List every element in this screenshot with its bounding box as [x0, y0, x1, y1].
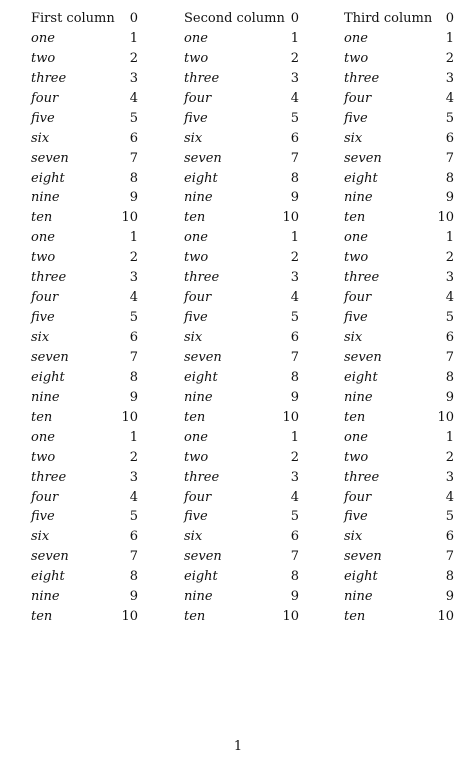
- list-item-value: 7: [290, 349, 299, 365]
- list-item-label: three: [184, 469, 220, 485]
- list-item-label: two: [31, 250, 56, 266]
- list-item: [184, 547, 299, 567]
- list-item-label: five: [31, 110, 55, 126]
- list-item: [31, 567, 138, 587]
- list-item-value: 6: [129, 330, 138, 345]
- list-item: [31, 69, 138, 89]
- list-item-label: ten: [344, 609, 366, 625]
- page-number: 1: [233, 739, 243, 754]
- list-item-label: seven: [31, 549, 69, 565]
- list-item-label: three: [31, 70, 67, 86]
- list-item: [344, 149, 454, 169]
- list-item: [184, 89, 299, 109]
- list-item-value: 6: [445, 529, 454, 545]
- list-item: [31, 488, 138, 508]
- list-item-label: one: [344, 30, 368, 46]
- list-item-value: 9: [445, 190, 454, 206]
- list-item-label: four: [184, 489, 212, 505]
- list-item-value: 10: [282, 210, 299, 226]
- list-item: [184, 527, 299, 547]
- column-header-value: 0: [129, 11, 138, 26]
- list-item: [344, 428, 454, 448]
- list-item: [344, 29, 454, 49]
- list-item: [184, 348, 299, 368]
- list-item-label: ten: [31, 609, 53, 625]
- list-item-label: six: [31, 529, 50, 545]
- list-item: [344, 448, 454, 468]
- list-item-value: 5: [290, 110, 299, 126]
- list-item-value: 9: [290, 389, 299, 405]
- list-item-label: four: [344, 290, 372, 306]
- list-item-label: one: [184, 230, 208, 246]
- list-item: [31, 448, 138, 468]
- list-item: [184, 188, 299, 208]
- list-item-value: 6: [129, 529, 138, 545]
- list-item-value: 8: [445, 369, 454, 385]
- list-item-label: two: [344, 449, 369, 465]
- list-item-value: 6: [445, 330, 454, 345]
- list-item-value: 4: [445, 290, 454, 306]
- list-item-value: 3: [290, 70, 299, 86]
- list-item: [31, 348, 138, 368]
- list-item-label: five: [31, 509, 55, 525]
- list-item-value: 3: [290, 469, 299, 485]
- list-item: [31, 408, 138, 428]
- list-item: [31, 368, 138, 388]
- list-item-label: four: [344, 489, 372, 505]
- list-item-value: 6: [445, 130, 454, 146]
- list-item-label: two: [31, 449, 56, 465]
- list-item-value: 6: [290, 529, 299, 545]
- list-item-value: 1: [445, 30, 454, 46]
- list-item-value: 5: [445, 310, 454, 326]
- list-item-label: seven: [184, 349, 222, 365]
- list-item: [184, 169, 299, 189]
- list-item: [31, 547, 138, 567]
- list-item-value: 10: [121, 609, 138, 625]
- list-item-label: ten: [184, 609, 206, 625]
- list-item: [344, 488, 454, 508]
- column-header-label: First column: [31, 11, 115, 26]
- list-item-value: 4: [129, 90, 138, 106]
- list-item-value: 2: [445, 250, 454, 266]
- list-item-label: ten: [344, 409, 366, 425]
- list-item: [344, 248, 454, 268]
- list-item: [344, 49, 454, 69]
- list-item-label: three: [184, 70, 220, 86]
- list-item: [344, 547, 454, 567]
- list-item: [344, 308, 454, 328]
- list-item: [31, 587, 138, 607]
- list-item: [344, 468, 454, 488]
- list-item-label: five: [184, 310, 208, 326]
- list-item: [344, 328, 454, 348]
- list-item-value: 7: [290, 549, 299, 565]
- list-item-label: eight: [31, 569, 65, 585]
- list-item-label: eight: [344, 569, 378, 585]
- list-item-label: two: [184, 50, 209, 66]
- second-column: [184, 9, 299, 627]
- list-item-label: three: [344, 270, 380, 286]
- list-item-label: five: [184, 110, 208, 126]
- list-item-label: one: [31, 230, 55, 246]
- list-item: [31, 29, 138, 49]
- list-item-label: eight: [184, 569, 218, 585]
- list-item-value: 5: [290, 509, 299, 525]
- list-item-label: ten: [31, 409, 53, 425]
- list-item-value: 1: [129, 30, 138, 46]
- list-item-value: 2: [129, 449, 138, 465]
- list-item-label: seven: [184, 549, 222, 565]
- list-item-label: two: [344, 250, 369, 266]
- list-item: [184, 368, 299, 388]
- column-header-label: Second column: [184, 11, 285, 26]
- list-item-value: 7: [129, 549, 138, 565]
- list-item-label: ten: [184, 409, 206, 425]
- column-header-label: Third column: [344, 11, 433, 26]
- list-item-label: eight: [31, 170, 65, 186]
- list-item: [344, 507, 454, 527]
- list-item: [344, 228, 454, 248]
- column-header-value: 0: [290, 11, 299, 26]
- list-item-label: five: [184, 509, 208, 525]
- list-item-value: 4: [290, 489, 299, 505]
- list-item-label: six: [31, 130, 50, 146]
- list-item-value: 9: [129, 389, 138, 405]
- list-item-value: 1: [129, 230, 138, 246]
- list-item-value: 2: [290, 250, 299, 266]
- list-item: [184, 607, 299, 627]
- list-item: [31, 507, 138, 527]
- list-item-value: 4: [290, 90, 299, 106]
- list-item-label: one: [184, 429, 208, 445]
- list-item-value: 2: [445, 50, 454, 66]
- list-item-value: 3: [129, 469, 138, 485]
- list-item: [344, 348, 454, 368]
- list-item-label: nine: [184, 190, 213, 206]
- list-item: [184, 468, 299, 488]
- list-item-value: 9: [290, 190, 299, 206]
- list-item-value: 8: [445, 569, 454, 585]
- list-item-label: three: [184, 270, 220, 286]
- list-item-label: one: [31, 429, 55, 445]
- list-item: [184, 308, 299, 328]
- list-item: [344, 368, 454, 388]
- list-item: [344, 567, 454, 587]
- list-item-label: three: [344, 469, 380, 485]
- list-item-value: 10: [437, 210, 454, 226]
- list-item-value: 10: [437, 409, 454, 425]
- list-item-value: 3: [445, 469, 454, 485]
- list-item-label: seven: [184, 150, 222, 166]
- list-item-label: three: [344, 70, 380, 86]
- list-item-value: 5: [445, 110, 454, 126]
- list-item: [31, 169, 138, 189]
- list-item: [184, 288, 299, 308]
- list-item-value: 7: [445, 549, 454, 565]
- list-item-label: nine: [31, 190, 60, 206]
- list-item: [184, 448, 299, 468]
- list-item-value: 6: [290, 330, 299, 345]
- list-item-label: five: [344, 310, 368, 326]
- list-item: [31, 109, 138, 129]
- list-item-label: nine: [31, 589, 60, 605]
- list-item: [344, 288, 454, 308]
- list-item-value: 4: [445, 90, 454, 106]
- list-item-value: 7: [445, 349, 454, 365]
- list-item-label: nine: [344, 190, 373, 206]
- list-item-value: 5: [290, 310, 299, 326]
- list-item-label: four: [31, 489, 59, 505]
- column-header: [344, 9, 454, 29]
- list-item-value: 1: [290, 30, 299, 46]
- list-item-label: seven: [344, 150, 382, 166]
- list-item-value: 3: [445, 70, 454, 86]
- list-item-value: 10: [282, 609, 299, 625]
- first-column: [31, 9, 138, 627]
- list-item-label: nine: [344, 389, 373, 405]
- list-item-value: 7: [129, 150, 138, 166]
- list-item: [31, 129, 138, 149]
- list-item-value: 4: [445, 489, 454, 505]
- list-item-value: 9: [129, 589, 138, 605]
- list-item-label: seven: [31, 150, 69, 166]
- list-item: [344, 268, 454, 288]
- list-item-value: 8: [290, 369, 299, 385]
- list-item-label: five: [31, 310, 55, 326]
- list-item: [31, 188, 138, 208]
- list-item: [344, 69, 454, 89]
- list-item-value: 2: [129, 50, 138, 66]
- list-item-label: three: [31, 270, 67, 286]
- list-item: [184, 149, 299, 169]
- list-item: [31, 468, 138, 488]
- list-item: [31, 208, 138, 228]
- list-item-label: two: [344, 50, 369, 66]
- list-item: [184, 328, 299, 348]
- list-item-value: 4: [129, 290, 138, 306]
- list-item-label: eight: [344, 369, 378, 385]
- list-item: [344, 188, 454, 208]
- list-item-label: two: [31, 50, 56, 66]
- list-item-value: 10: [121, 409, 138, 425]
- list-item: [184, 109, 299, 129]
- list-item-label: six: [344, 330, 363, 345]
- list-item: [31, 49, 138, 69]
- list-item: [344, 109, 454, 129]
- list-item-label: six: [344, 529, 363, 545]
- list-item-label: four: [31, 290, 59, 306]
- list-item-value: 8: [445, 170, 454, 186]
- list-item: [31, 149, 138, 169]
- list-item-value: 9: [445, 389, 454, 405]
- list-item-label: three: [31, 469, 67, 485]
- list-item: [184, 129, 299, 149]
- list-item-label: four: [344, 90, 372, 106]
- list-item-label: five: [344, 110, 368, 126]
- list-item-label: nine: [184, 589, 213, 605]
- list-item: [344, 587, 454, 607]
- list-item: [184, 208, 299, 228]
- list-item-value: 9: [445, 589, 454, 605]
- third-column: [344, 9, 454, 627]
- list-item: [184, 567, 299, 587]
- list-item-label: six: [184, 130, 203, 146]
- list-item: [31, 527, 138, 547]
- list-item-value: 1: [445, 230, 454, 246]
- list-item: [344, 208, 454, 228]
- list-item-value: 1: [290, 230, 299, 246]
- list-item-label: nine: [31, 389, 60, 405]
- list-item-value: 5: [445, 509, 454, 525]
- list-item-label: seven: [31, 349, 69, 365]
- list-item-value: 7: [445, 150, 454, 166]
- column-header-value: 0: [445, 11, 454, 26]
- list-item: [31, 607, 138, 627]
- list-item-label: four: [184, 290, 212, 306]
- list-item-value: 2: [129, 250, 138, 266]
- list-item-value: 8: [129, 569, 138, 585]
- list-item-value: 6: [129, 130, 138, 146]
- list-item: [31, 228, 138, 248]
- list-item: [184, 408, 299, 428]
- list-item-label: ten: [344, 210, 366, 226]
- list-item: [184, 29, 299, 49]
- list-item-value: 4: [129, 489, 138, 505]
- list-item: [31, 89, 138, 109]
- list-item: [184, 268, 299, 288]
- list-item: [344, 89, 454, 109]
- list-item-value: 5: [129, 110, 138, 126]
- list-item: [184, 587, 299, 607]
- list-item-label: six: [184, 330, 203, 345]
- list-item-label: four: [31, 90, 59, 106]
- list-item-value: 7: [129, 349, 138, 365]
- list-item: [184, 248, 299, 268]
- list-item-value: 8: [290, 569, 299, 585]
- list-item-label: two: [184, 449, 209, 465]
- list-item-value: 3: [445, 270, 454, 286]
- list-item-label: eight: [344, 170, 378, 186]
- list-item-value: 6: [290, 130, 299, 146]
- list-item: [344, 388, 454, 408]
- list-item-value: 2: [290, 449, 299, 465]
- list-item-value: 10: [282, 409, 299, 425]
- list-item-label: two: [184, 250, 209, 266]
- list-item-label: one: [344, 230, 368, 246]
- list-item: [344, 527, 454, 547]
- list-item-label: one: [344, 429, 368, 445]
- list-item: [31, 288, 138, 308]
- list-item-value: 10: [121, 210, 138, 226]
- list-item-label: one: [184, 30, 208, 46]
- list-item-label: five: [344, 509, 368, 525]
- list-item-value: 7: [290, 150, 299, 166]
- column-header: [184, 9, 299, 29]
- list-item-label: eight: [184, 170, 218, 186]
- list-item: [184, 49, 299, 69]
- list-item-label: eight: [31, 369, 65, 385]
- list-item: [31, 308, 138, 328]
- list-item-value: 2: [290, 50, 299, 66]
- list-item-label: six: [31, 330, 50, 345]
- list-item-value: 3: [290, 270, 299, 286]
- list-item-label: six: [344, 130, 363, 146]
- list-item-label: nine: [344, 589, 373, 605]
- list-item: [31, 428, 138, 448]
- list-item-value: 5: [129, 310, 138, 326]
- list-item: [344, 129, 454, 149]
- list-item: [184, 488, 299, 508]
- list-item-value: 1: [290, 429, 299, 445]
- list-item: [184, 69, 299, 89]
- list-item-value: 3: [129, 70, 138, 86]
- list-item-value: 8: [129, 369, 138, 385]
- list-item: [344, 408, 454, 428]
- column-header: [31, 9, 138, 29]
- list-item-value: 4: [290, 290, 299, 306]
- list-item-label: four: [184, 90, 212, 106]
- list-item-value: 5: [129, 509, 138, 525]
- list-item: [31, 248, 138, 268]
- list-item-value: 8: [290, 170, 299, 186]
- list-item: [31, 268, 138, 288]
- list-item-label: nine: [184, 389, 213, 405]
- list-item: [31, 388, 138, 408]
- list-item: [344, 169, 454, 189]
- list-item-label: one: [31, 30, 55, 46]
- list-item: [184, 228, 299, 248]
- list-item: [184, 388, 299, 408]
- list-item-label: six: [184, 529, 203, 545]
- list-item-label: seven: [344, 549, 382, 565]
- list-item-label: eight: [184, 369, 218, 385]
- list-item-value: 3: [129, 270, 138, 286]
- list-item-value: 10: [437, 609, 454, 625]
- list-item-label: ten: [184, 210, 206, 226]
- list-item: [184, 507, 299, 527]
- list-item-value: 9: [129, 190, 138, 206]
- list-item: [344, 607, 454, 627]
- list-item-value: 8: [129, 170, 138, 186]
- list-item: [31, 328, 138, 348]
- list-item-label: seven: [344, 349, 382, 365]
- list-item-value: 1: [129, 429, 138, 445]
- list-item-label: ten: [31, 210, 53, 226]
- list-item-value: 9: [290, 589, 299, 605]
- list-item: [184, 428, 299, 448]
- list-item-value: 2: [445, 449, 454, 465]
- list-item-value: 1: [445, 429, 454, 445]
